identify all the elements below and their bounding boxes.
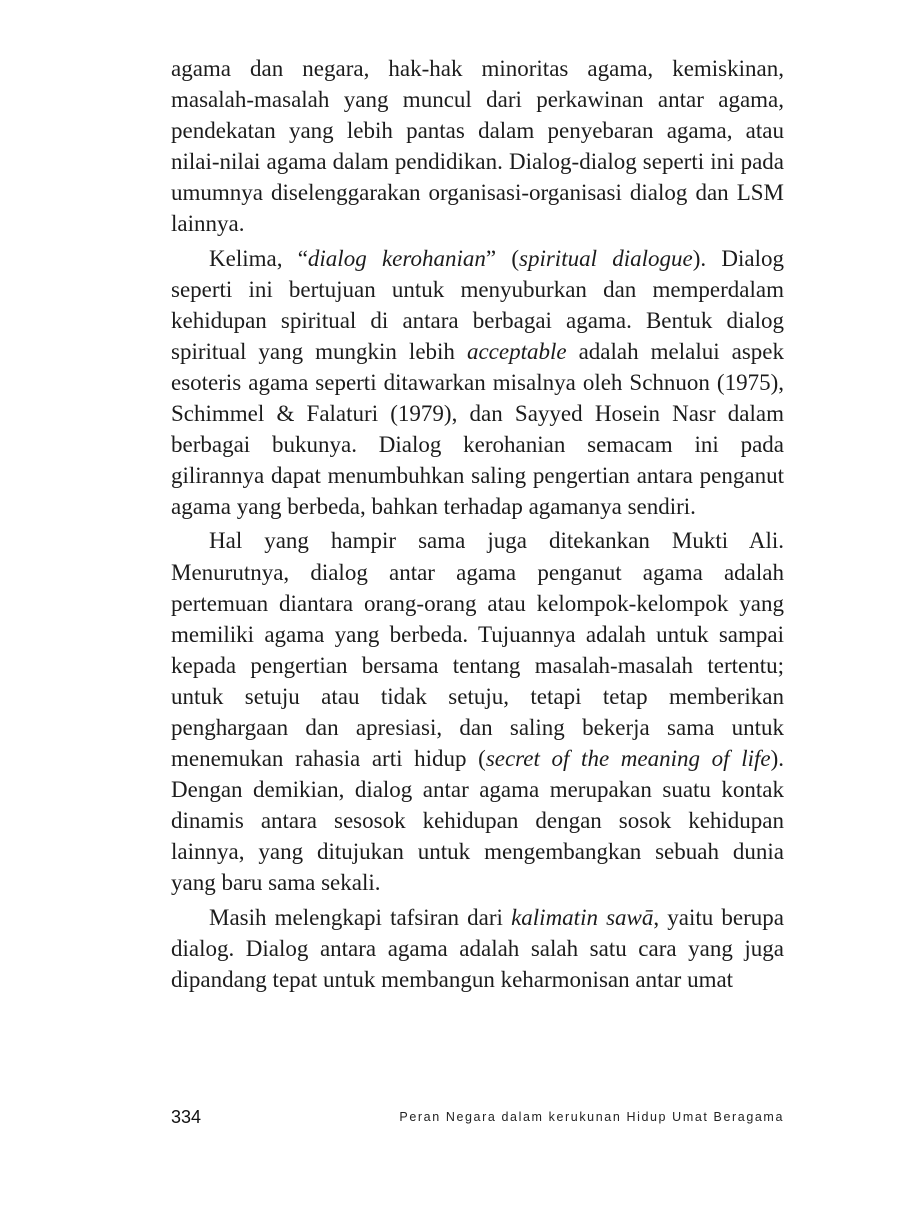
paragraph-2-seg-3: ” (: [485, 245, 520, 271]
term-secret-of-the-meaning-of-life: secret of the meaning of life: [485, 746, 771, 772]
paragraph-2-seg-1: Kelima, “: [209, 245, 308, 271]
paragraph-3: [171, 525, 784, 898]
paragraph-2-seg-7: adalah melalui aspek esoteris agama seperti ditawarkan misalnya oleh Schnuon (1975), Schimmel & Falaturi (1979), dan Sayyed Hosein Nasr dalam berbagai bukunya. Dialog kerohanian semacam ini pada gilirannya dapat menumbuhkan saling pengertian antara penganut agama yang berbeda, bahkan terhadap agamanya sendiri.: [171, 338, 784, 520]
paragraph-1: agama dan negara, hak-hak minoritas agama, kemiskinan, masalah-masalah yang muncul dari perkawinan antar agama, pendekatan yang lebih pantas dalam penyebaran agama, atau nilai-nilai agama dalam pendidikan. Dialog-dialog seperti ini pada umumnya diselenggarakan organisasi-organisasi dialog dan LSM lainnya.: [171, 56, 784, 237]
term-acceptable: acceptable: [466, 338, 567, 364]
paragraph-2: [171, 243, 784, 523]
paragraph-3-seg-3: ). Dengan demikian, dialog antar agama merupakan suatu kontak dinamis antara sesosok kehidupan dengan sosok kehidupan lainnya, yang ditujukan untuk mengembangkan sebuah dunia yang baru sama sekali.: [171, 746, 784, 896]
paragraph-4: [171, 902, 784, 995]
paragraph-4-seg-3: , yaitu berupa dialog. Dialog antara agama adalah salah satu cara yang juga dipandang tepat untuk membangun keharmonisan antar umat: [171, 904, 784, 992]
page-footer: [171, 1106, 784, 1130]
paragraph-4-seg-1: Masih melengkapi tafsiran dari: [209, 904, 512, 930]
page-body: [171, 53, 784, 995]
term-kalimatin-sawa: kalimatin sawā: [511, 904, 654, 930]
paragraph-3-seg-1: Hal yang hampir sama juga ditekankan Mukti Ali. Menurutnya, dialog antar agama penganut agama adalah pertemuan diantara orang-orang atau kelompok-kelompok yang memiliki agama yang berbeda. Tujuannya adalah untuk sampai kepada pengertian bersama tentang masalah-masalah tertentu; untuk setuju atau tidak setuju, tetapi tetap memberikan penghargaan dan apresiasi, dan saling bekerja sama untuk menemukan rahasia arti hidup (: [171, 528, 784, 772]
running-title: Peran Negara dalam kerukunan Hidup Umat Beragama: [399, 1110, 784, 1124]
term-dialog-kerohanian: dialog kerohanian: [307, 245, 486, 271]
term-spiritual-dialogue: spiritual dialogue: [519, 245, 693, 271]
page-number: 334: [171, 1107, 202, 1127]
paragraph-2-seg-5: ). Dialog seperti ini bertujuan untuk menyuburkan dan memperdalam kehidupan spiritual di antara berbagai agama. Bentuk dialog spiritual yang mungkin lebih: [171, 245, 785, 364]
